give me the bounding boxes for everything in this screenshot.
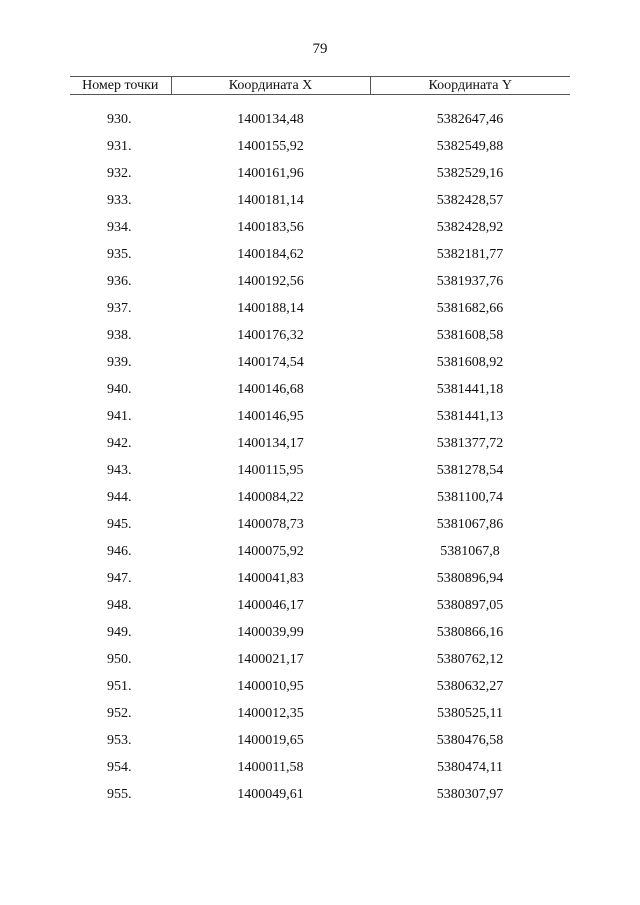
cell-point-number: 942. [107, 436, 132, 451]
cell-point-number: 954. [107, 760, 132, 775]
cell-coordinate-y: 5381377,72 [436, 436, 504, 451]
cell-coordinate-x: 1400049,61 [237, 787, 304, 802]
table-row [70, 538, 570, 565]
cell-point-number: 930. [107, 112, 132, 127]
cell-coordinate-x: 1400134,48 [237, 112, 304, 127]
header-coordinate-y: Координата Y [370, 77, 570, 95]
cell-coordinate-x: 1400176,32 [237, 328, 304, 343]
cell-coordinate-x: 1400084,22 [237, 490, 304, 505]
cell-point-number: 940. [107, 382, 132, 397]
cell-coordinate-y: 5380762,12 [436, 652, 504, 667]
cell-point-number: 946. [107, 544, 132, 559]
table-row [70, 673, 570, 700]
table-row [70, 646, 570, 673]
cell-point-number: 951. [107, 679, 132, 694]
header-point-number: Номер точки [70, 77, 171, 95]
cell-coordinate-y: 5382428,92 [436, 220, 504, 235]
cell-coordinate-y: 5382549,88 [436, 139, 504, 154]
cell-coordinate-y: 5382181,77 [436, 247, 504, 262]
table-row [70, 376, 570, 403]
cell-coordinate-x: 1400115,95 [237, 463, 304, 478]
table-row [70, 727, 570, 754]
cell-coordinate-y: 5380866,16 [436, 625, 504, 640]
cell-coordinate-y: 5381067,8 [440, 544, 500, 559]
cell-coordinate-y: 5380896,94 [436, 571, 504, 586]
table-row [70, 592, 570, 619]
table-row [70, 349, 570, 376]
header-spacer [70, 95, 570, 107]
table-row [70, 781, 570, 808]
cell-coordinate-x: 1400075,92 [237, 544, 304, 559]
cell-coordinate-y: 5381608,92 [436, 355, 504, 370]
table-row [70, 511, 570, 538]
cell-point-number: 947. [107, 571, 132, 586]
cell-coordinate-y: 5382529,16 [436, 166, 504, 181]
cell-coordinate-x: 1400155,92 [237, 139, 304, 154]
cell-coordinate-x: 1400012,35 [237, 706, 304, 721]
table-row [70, 700, 570, 727]
cell-coordinate-y: 5381682,66 [436, 301, 504, 316]
cell-coordinate-x: 1400078,73 [237, 517, 304, 532]
cell-coordinate-x: 1400188,14 [237, 301, 304, 316]
table-body [70, 95, 570, 809]
cell-coordinate-x: 1400184,62 [237, 247, 304, 262]
cell-coordinate-y: 5380632,27 [436, 679, 504, 694]
cell-coordinate-x: 1400183,56 [237, 220, 304, 235]
cell-point-number: 936. [107, 274, 132, 289]
cell-coordinate-x: 1400192,56 [237, 274, 304, 289]
cell-point-number: 953. [107, 733, 132, 748]
table-row [70, 241, 570, 268]
cell-coordinate-y: 5381278,54 [436, 463, 504, 478]
table-row [70, 133, 570, 160]
cell-coordinate-x: 1400010,95 [237, 679, 304, 694]
cell-coordinate-x: 1400174,54 [237, 355, 304, 370]
cell-point-number: 952. [107, 706, 132, 721]
table-row [70, 322, 570, 349]
cell-point-number: 939. [107, 355, 132, 370]
cell-coordinate-y: 5381608,58 [436, 328, 504, 343]
table-row [70, 430, 570, 457]
cell-coordinate-x: 1400146,95 [237, 409, 304, 424]
cell-point-number: 937. [107, 301, 132, 316]
cell-coordinate-y: 5380525,11 [437, 706, 503, 721]
cell-point-number: 945. [107, 517, 132, 532]
cell-point-number: 949. [107, 625, 132, 640]
cell-coordinate-x: 1400011,58 [237, 760, 304, 775]
cell-coordinate-y: 5380307,97 [436, 787, 504, 802]
cell-coordinate-y: 5381441,13 [436, 409, 504, 424]
cell-coordinate-y: 5382428,57 [436, 193, 504, 208]
cell-coordinate-y: 5380897,05 [436, 598, 504, 613]
table-row [70, 565, 570, 592]
table-row [70, 187, 570, 214]
cell-coordinate-y: 5382647,46 [436, 112, 504, 127]
cell-point-number: 943. [107, 463, 132, 478]
cell-point-number: 938. [107, 328, 132, 343]
cell-point-number: 934. [107, 220, 132, 235]
cell-point-number: 944. [107, 490, 132, 505]
table-row [70, 754, 570, 781]
table-row [70, 268, 570, 295]
table-row [70, 457, 570, 484]
cell-point-number: 948. [107, 598, 132, 613]
cell-coordinate-x: 1400046,17 [237, 598, 304, 613]
table-row [70, 214, 570, 241]
cell-coordinate-x: 1400041,83 [237, 571, 304, 586]
table-row [70, 403, 570, 430]
cell-coordinate-x: 1400161,96 [237, 166, 304, 181]
cell-coordinate-y: 5380476,58 [436, 733, 504, 748]
cell-coordinate-x: 1400134,17 [237, 436, 304, 451]
cell-coordinate-y: 5381067,86 [436, 517, 504, 532]
cell-coordinate-x: 1400021,17 [237, 652, 304, 667]
cell-coordinate-x: 1400181,14 [237, 193, 304, 208]
table-row [70, 619, 570, 646]
cell-point-number: 932. [107, 166, 132, 181]
table-header-row [70, 77, 570, 95]
cell-point-number: 955. [107, 787, 132, 802]
cell-coordinate-y: 5380474,11 [437, 760, 503, 775]
table-row [70, 484, 570, 511]
cell-point-number: 935. [107, 247, 132, 262]
header-coordinate-x: Координата X [171, 77, 370, 95]
cell-point-number: 950. [107, 652, 132, 667]
table-row [70, 160, 570, 187]
page-number: 79 [312, 41, 328, 57]
table-row [70, 106, 570, 133]
cell-coordinate-y: 5381937,76 [436, 274, 504, 289]
cell-coordinate-x: 1400039,99 [237, 625, 304, 640]
cell-point-number: 931. [107, 139, 132, 154]
cell-coordinate-y: 5381100,74 [437, 490, 503, 505]
cell-point-number: 941. [107, 409, 132, 424]
cell-coordinate-x: 1400146,68 [237, 382, 304, 397]
table-row [70, 295, 570, 322]
coordinates-table [70, 76, 570, 808]
cell-coordinate-y: 5381441,18 [436, 382, 504, 397]
cell-coordinate-x: 1400019,65 [237, 733, 304, 748]
cell-point-number: 933. [107, 193, 132, 208]
